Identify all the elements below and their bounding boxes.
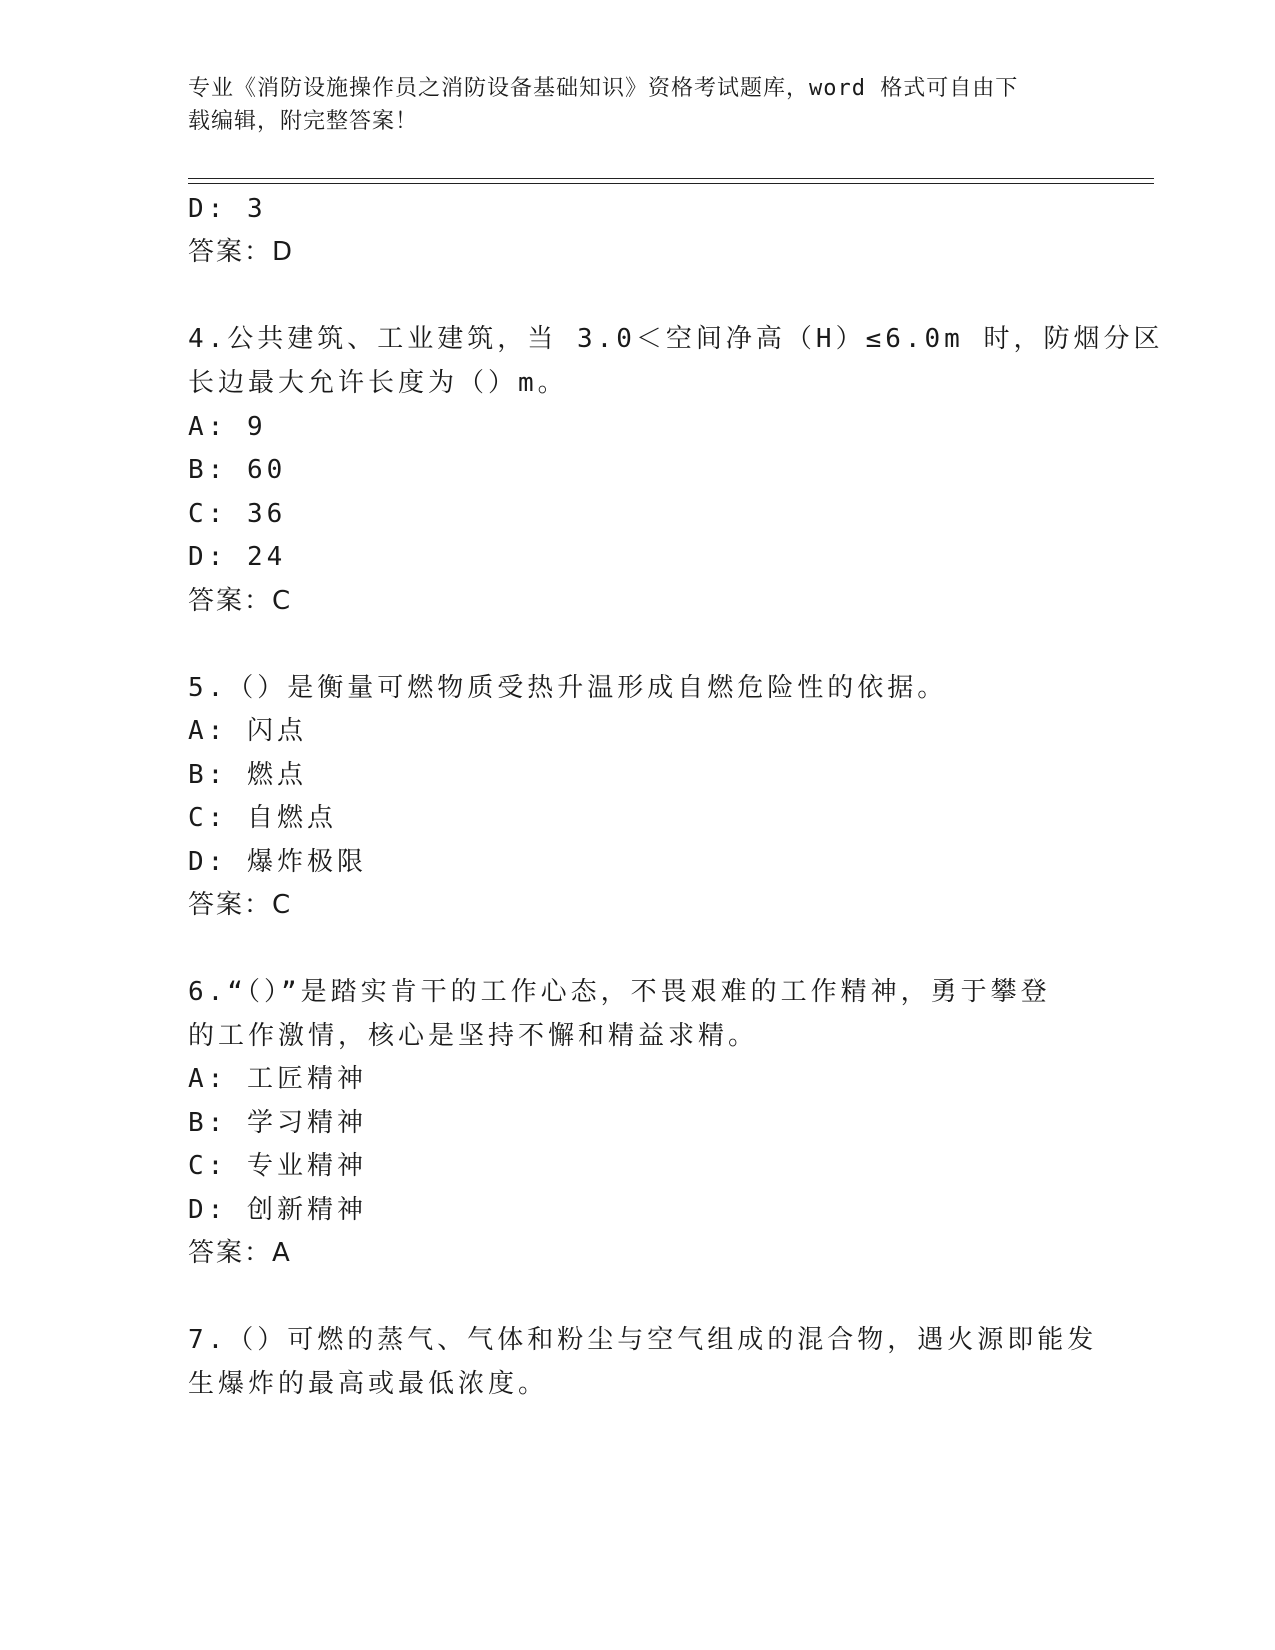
q6-option-b: B: 学习精神 xyxy=(188,1108,367,1138)
q4-stem-line-2: 长边最大允许长度为（）m。 xyxy=(188,368,568,398)
q3-option-d: D: 3 xyxy=(188,194,267,224)
header-divider-bottom xyxy=(188,183,1154,184)
document-header xyxy=(188,72,1068,138)
q5-answer: 答案：C xyxy=(188,890,293,920)
q4-option-b: B: 60 xyxy=(188,455,287,485)
q4-answer: 答案：C xyxy=(188,586,293,616)
q4-option-a: A: 9 xyxy=(188,412,267,442)
q5-option-d: D: 爆炸极限 xyxy=(188,847,367,877)
q3-answer: 答案：D xyxy=(188,237,295,267)
q5-option-c: C: 自燃点 xyxy=(188,803,337,833)
q5-option-b: B: 燃点 xyxy=(188,760,307,790)
header-line-1: 专业《消防设施操作员之消防设备基础知识》资格考试题库，word 格式可自由下 xyxy=(188,76,1019,101)
q4-option-c: C: 36 xyxy=(188,499,287,529)
q6-stem-line-1: 6.“（）”是踏实肯干的工作心态，不畏艰难的工作精神，勇于攀登 xyxy=(188,977,1051,1007)
q6-answer: 答案：A xyxy=(188,1238,292,1268)
q4-stem-line-1: 4.公共建筑、工业建筑，当 3.0＜空间净高（H）≤6.0m 时，防烟分区 xyxy=(188,324,1164,354)
q4-option-d: D: 24 xyxy=(188,542,287,572)
q6-option-d: D: 创新精神 xyxy=(188,1195,367,1225)
header-divider-top xyxy=(188,178,1154,179)
q6-option-a: A: 工匠精神 xyxy=(188,1064,367,1094)
q6-stem-line-2: 的工作激情，核心是坚持不懈和精益求精。 xyxy=(188,1021,759,1051)
q7-stem-line-2: 生爆炸的最高或最低浓度。 xyxy=(188,1369,549,1399)
q5-stem-line-1: 5.（）是衡量可燃物质受热升温形成自燃危险性的依据。 xyxy=(188,673,948,703)
q5-option-a: A: 闪点 xyxy=(188,716,307,746)
q7-stem-line-1: 7.（）可燃的蒸气、气体和粉尘与空气组成的混合物，遇火源即能发 xyxy=(188,1325,1098,1355)
q6-option-c: C: 专业精神 xyxy=(188,1151,367,1181)
header-line-2: 载编辑，附完整答案！ xyxy=(188,109,419,134)
